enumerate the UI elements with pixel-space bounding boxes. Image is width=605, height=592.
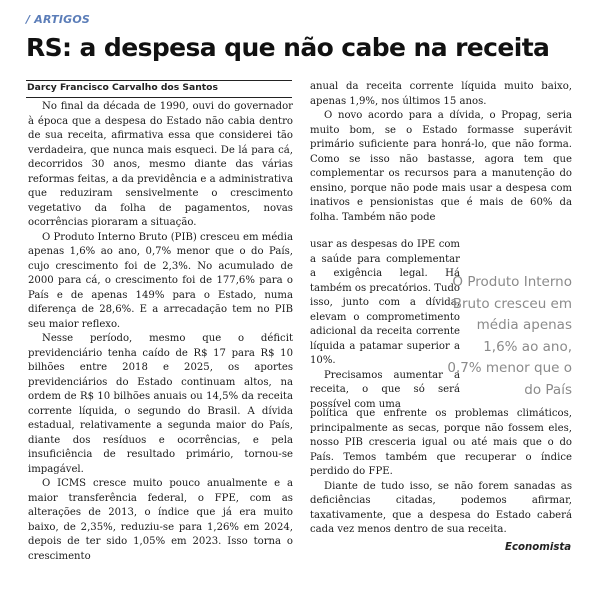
paragraph: Nesse período, mesmo que o déficit previdenciário tenha caído de R$ 17 para R$ 10 bilhões entre 2018 e 2025, os aportes previdenciários do Estado continuam altos, na ordem de R$ 10 bilhões anuais ou 14,5% da receita corrente líquida, o segundo do Brasil. A dívida estadual, relativamente a segunda maior do País, diante dos resíduos e ocorrências, e pela insuficiência de resultado primário, tornou-se impagável. <box>28 333 293 475</box>
paragraph: No final da década de 1990, ouvi do governador à época que a despesa do Estado não cabia dentro de sua receita, afirmativa essa que considerei tão verdadeira, que nunca mais esqueci. De lá para cá, decorridos 30 anos, mesmo diante das várias reformas feitas, a da previdência e a administrativa que reduziram sensivelmente o crescimento vegetativo da folha de pagamentos, novas ocorrências pioraram a situação. <box>28 101 293 228</box>
paragraph: anual da receita corrente líquida muito baixo, apenas 1,9%, nos últimos 15 anos. <box>310 81 572 107</box>
article-column-2-top <box>310 80 572 225</box>
author-title: Economista <box>505 542 572 553</box>
paragraph: O ICMS cresce muito pouco anualmente e a maior transferência federal, o FPE, com as alterações de 2013, o índice que já era muito baixo, de 2,35%, reduziu-se para 1,26% em 2024, depois de ter sido 1,05% em 2023. Isso torna o crescimento <box>28 478 293 562</box>
section-label: / ARTIGOS <box>26 13 91 26</box>
paragraph: política que enfrente os problemas climáticos, principalmente as secas, porque não fossem eles, nosso PIB cresceria igual ou até mais que o do País. Temos também que recuperar o índice perdido do FPE. <box>310 408 572 477</box>
article-column-1 <box>28 100 293 564</box>
paragraph: Diante de tudo isso, se não forem sanadas as deficiências citadas, podemos afirmar, taxativamente, que a despesa do Estado caberá cada vez menos dentro de sua receita. <box>310 480 572 535</box>
headline: RS: a despesa que não cabe na receita <box>26 33 550 62</box>
paragraph: O Produto Interno Bruto (PIB) cresceu em média apenas 1,6% ao ano, 0,7% menor que o do País, cujo crescimento foi de 2,3%. No acumulado de 2000 para cá, o crescimento foi de 177,6% para o País e de apenas 149% para o Estado, numa diferença de 28,6%. E a arrecadação tem no PIB seu maior reflexo. <box>28 231 293 330</box>
paragraph: Precisamos aumentar a receita, o que só será possível com uma <box>310 369 460 410</box>
pull-quote: O Produto Interno Bruto cresceu em média apenas 1,6% ao ano, 0,7% menor que o do País <box>447 274 572 398</box>
article-column-2-bottom <box>310 407 572 538</box>
paragraph: usar as despesas do IPE com a saúde para complementar a exigência legal. Há também os precatórios. Tudo isso, junto com a dívida, elevam o comprometimento adicional da receita corrente líquida a patamar superior a 10%. <box>310 239 460 366</box>
article-column-2-narrow <box>310 238 460 412</box>
paragraph: O novo acordo para a dívida, o Propag, seria muito bom, se o Estado formasse superávit primário suficiente para honrá-lo, que não forma. Como se isso não bastasse, agora tem que complementar os recursos para a manutenção do ensino, porque não pode mais usar a despesa com inativos e pensionistas que é mais de 60% da folha. Também não pode <box>310 110 572 223</box>
author-byline: Darcy Francisco Carvalho dos Santos <box>26 80 292 98</box>
